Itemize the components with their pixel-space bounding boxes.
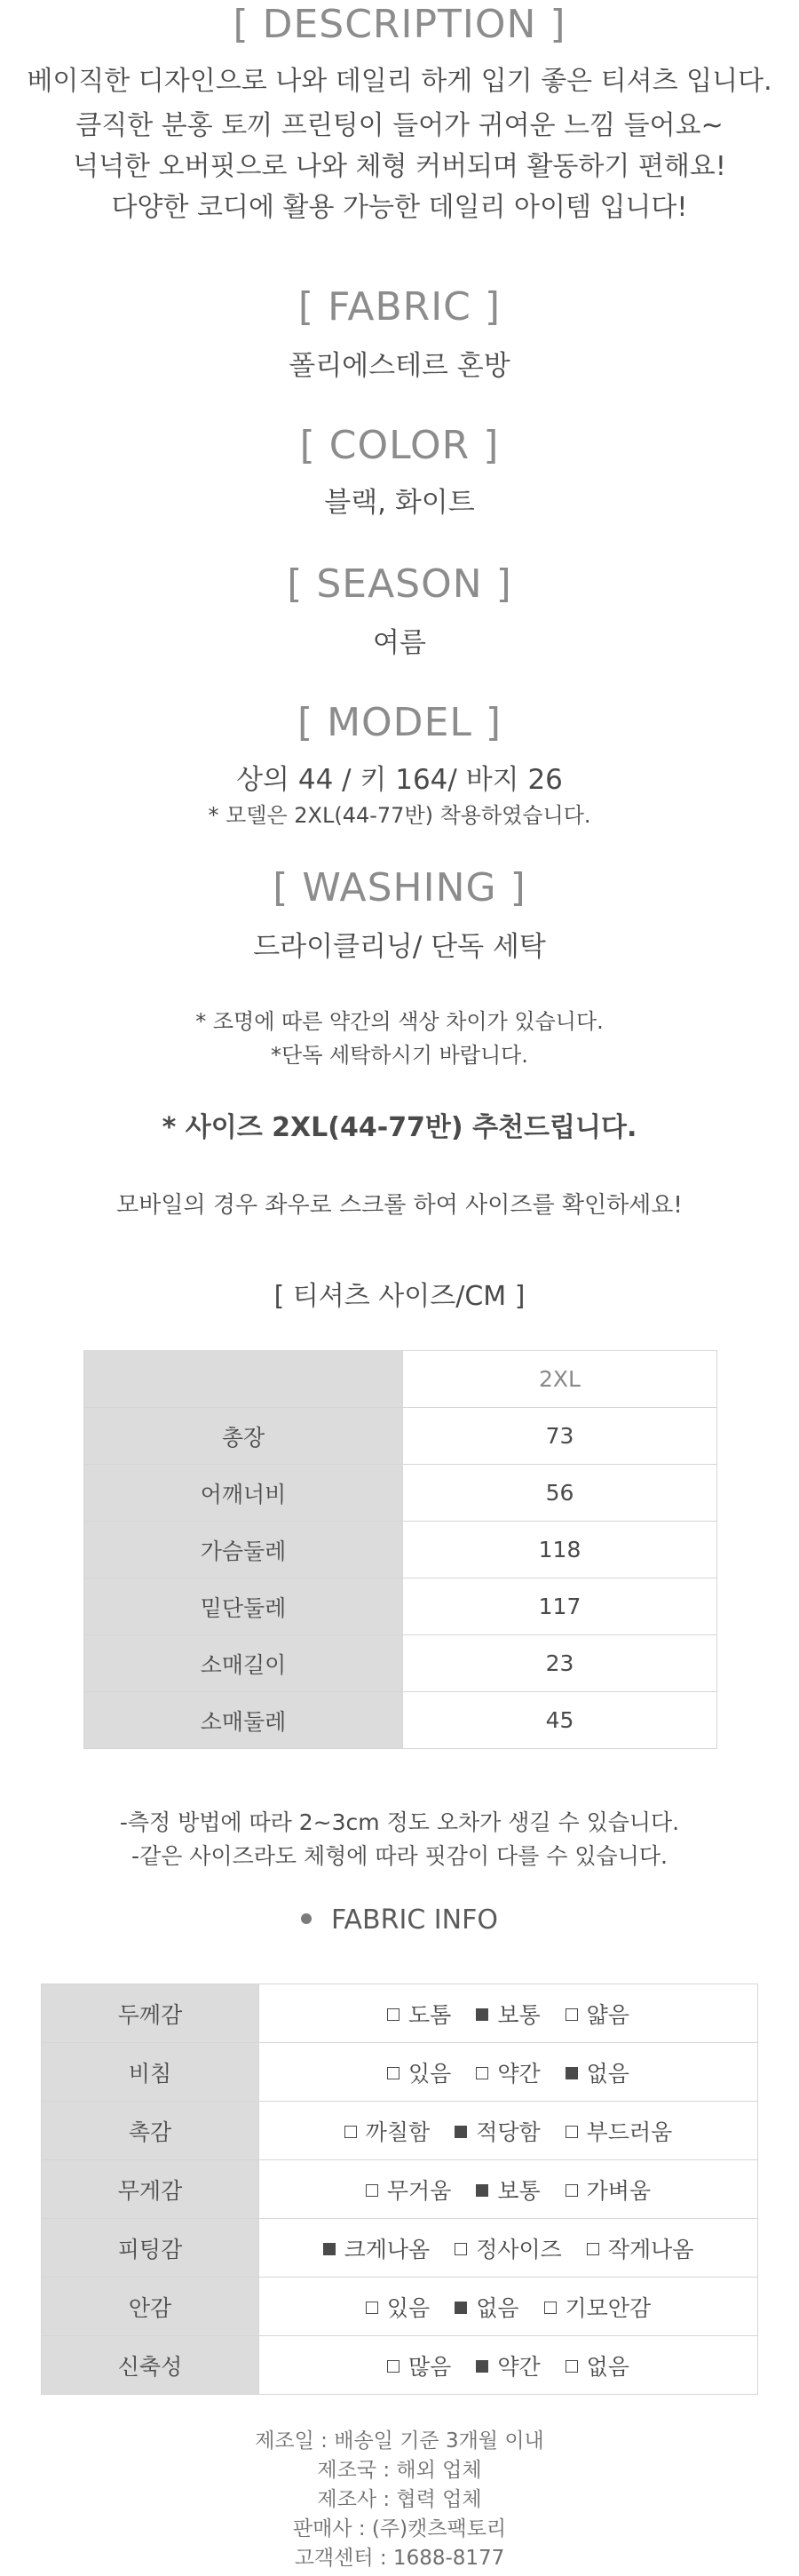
checked-box-icon [476,2360,488,2373]
washing-note: *단독 세탁하시기 바랍니다. [271,1043,528,1068]
fabric-attribute-options [259,2043,758,2102]
footer-line: 고객센터 : 1688-8177 [294,2547,505,2570]
unchecked-box-icon [387,2067,400,2079]
fabric-attribute-options [259,2219,758,2278]
table-label-cell: 밑단둘레 [84,1578,403,1635]
fabric-option [366,2291,430,2323]
fabric-option-label: 얇음 [586,2001,629,2028]
table-row [84,1408,717,1465]
fabric-option [587,2232,694,2264]
table-row [84,1522,717,1578]
fabric-option-label: 없음 [476,2294,519,2321]
fabric-option [387,1998,451,2030]
unchecked-box-icon [366,2302,378,2314]
fabric-option [323,2232,431,2264]
fabric-attribute-label: 두께감 [42,1984,259,2043]
table-value-cell: 73 [403,1408,717,1465]
fabric-attribute-label: 촉감 [42,2102,259,2160]
measure-note: -측정 방법에 따라 2~3cm 정도 오차가 생길 수 있습니다. [119,1809,680,1835]
fabric-option [387,2056,451,2088]
unchecked-box-icon [387,2360,400,2373]
model-heading: [ MODEL ] [297,700,502,745]
fabric-option-label: 가벼움 [586,2177,652,2204]
fabric-info-title [0,1904,799,1936]
fabric-attribute-options [259,1984,758,2043]
color-heading: [ COLOR ] [299,423,500,468]
table-value-cell: 56 [403,1465,717,1522]
fabric-option [476,2056,540,2088]
unchecked-box-icon [344,2126,357,2138]
description-line: 다양한 코디에 활용 가능한 데일리 아이템 입니다! [111,192,688,223]
fabric-option [544,2291,652,2323]
table-row [84,1692,717,1749]
color-value: 블랙, 화이트 [324,487,475,519]
washing-note: * 조명에 따른 약간의 색상 차이가 있습니다. [195,1009,604,1034]
fabric-option-label: 없음 [586,2353,629,2380]
bullet-icon [301,1913,312,1924]
description-line: 큼직한 분홍 토끼 프린팅이 들어가 귀여운 느낌 들어요~ [75,110,724,141]
fabric-option-label: 많음 [408,2353,452,2380]
footer-line: 판매사 : (주)캣츠팩토리 [292,2517,507,2540]
fabric-option [387,2349,451,2381]
checked-box-icon [566,2067,578,2079]
fabric-option [566,2056,629,2088]
fabric-option [455,2115,540,2147]
fabric-option [566,2174,651,2206]
fabric-option-label: 없음 [586,2060,629,2087]
footer-line: 제조일 : 배송일 기준 3개월 이내 [255,2429,544,2453]
table-value-cell: 23 [403,1635,717,1692]
fabric-attribute-options [259,2336,758,2395]
table-row [42,2336,758,2395]
table-row [42,2102,758,2160]
fabric-option-label: 보통 [497,2177,541,2204]
unchecked-box-icon [455,2243,467,2255]
table-label-cell: 가슴둘레 [84,1522,403,1578]
unchecked-box-icon [366,2184,378,2197]
fabric-option [566,2115,673,2147]
fabric-option [476,1998,540,2030]
checked-box-icon [323,2243,336,2255]
fabric-option-label: 기모안감 [565,2294,652,2321]
fabric-option [344,2115,430,2147]
table-row [84,1465,717,1522]
fabric-attribute-label: 피팅감 [42,2219,259,2278]
fabric-option-label: 무거움 [386,2177,452,2204]
unchecked-box-icon [566,2184,578,2197]
mobile-scroll-note: 모바일의 경우 좌우로 스크롤 하여 사이즈를 확인하세요! [116,1192,683,1219]
table-label-cell: 총장 [84,1408,403,1465]
fabric-option-label: 보통 [497,2001,541,2028]
washing-value: 드라이클리닝/ 단독 세탁 [253,931,546,963]
washing-heading: [ WASHING ] [273,865,526,910]
checked-box-icon [476,2184,488,2197]
unchecked-box-icon [566,2360,578,2373]
fabric-option-label: 작게나옴 [607,2236,694,2262]
fabric-attribute-label: 신축성 [42,2336,259,2395]
table-header-cell: 2XL [403,1351,717,1408]
fabric-option [566,1998,629,2030]
unchecked-box-icon [476,2067,488,2079]
fabric-option-label: 도톰 [408,2001,452,2028]
fabric-attribute-label: 무게감 [42,2160,259,2219]
checked-box-icon [455,2126,467,2138]
unchecked-box-icon [387,2008,400,2021]
fabric-option-label: 있음 [408,2060,452,2087]
size-recommendation: * 사이즈 2XL(44-77반) 추천드립니다. [162,1112,637,1143]
fabric-option-label: 까칠함 [365,2119,431,2145]
fabric-option-label: 부드러움 [586,2119,673,2145]
unchecked-box-icon [566,2008,578,2021]
table-row [84,1351,717,1408]
fabric-option-label: 약간 [497,2353,541,2380]
unchecked-box-icon [566,2126,578,2138]
unchecked-box-icon [544,2302,557,2314]
description-line: 베이직한 디자인으로 나와 데일리 하게 입기 좋은 티셔츠 입니다. [27,66,772,97]
unchecked-box-icon [587,2243,599,2255]
table-row [42,2160,758,2219]
fabric-option [476,2349,540,2381]
table-row [42,2219,758,2278]
fabric-info-title-text: FABRIC INFO [331,1904,498,1936]
footer-line: 제조사 : 협력 업체 [317,2488,482,2511]
season-heading: [ SEASON ] [287,561,512,607]
fabric-heading: [ FABRIC ] [297,284,502,330]
fabric-option [566,2349,629,2381]
fabric-info-table [41,1984,758,2395]
checked-box-icon [476,2008,488,2021]
table-value-cell: 118 [403,1522,717,1578]
table-header-cell [84,1351,403,1408]
table-row [42,2278,758,2336]
season-value: 여름 [373,627,426,659]
fabric-attribute-options [259,2160,758,2219]
fabric-option-label: 적당함 [476,2119,541,2145]
fabric-attribute-options [259,2102,758,2160]
fabric-option [455,2232,562,2264]
fabric-option-label: 약간 [497,2060,541,2087]
fabric-option-label: 크게나옴 [344,2236,431,2262]
table-label-cell: 어깨너비 [84,1465,403,1522]
model-value: 상의 44 / 키 164/ 바지 26 [236,764,563,796]
table-label-cell: 소매길이 [84,1635,403,1692]
fabric-option-label: 정사이즈 [476,2236,562,2262]
size-table [83,1350,717,1749]
table-value-cell: 117 [403,1578,717,1635]
fabric-value: 폴리에스테르 혼방 [289,350,510,382]
table-label-cell: 소매둘레 [84,1692,403,1749]
description-line: 넉넉한 오버핏으로 나와 체형 커버되며 활동하기 편해요! [73,151,726,182]
size-table-title: [ 티셔츠 사이즈/CM ] [273,1281,526,1312]
fabric-option-label: 있음 [386,2294,431,2321]
fabric-attribute-label: 안감 [42,2278,259,2336]
table-value-cell: 45 [403,1692,717,1749]
table-row [84,1578,717,1635]
table-row [42,1984,758,2043]
fabric-option [455,2291,518,2323]
fabric-option [476,2174,540,2206]
table-row [42,2043,758,2102]
description-heading: [ DESCRIPTION ] [233,2,566,47]
fabric-attribute-options [259,2278,758,2336]
table-row [84,1635,717,1692]
model-note: * 모델은 2XL(44-77반) 착용하였습니다. [208,803,591,828]
footer-line: 제조국 : 해외 업체 [317,2459,482,2482]
fabric-option [366,2174,451,2206]
checked-box-icon [455,2302,467,2314]
fabric-attribute-label: 비침 [42,2043,259,2102]
measure-note: -같은 사이즈라도 체형에 따라 핏감이 다를 수 있습니다. [131,1843,668,1869]
